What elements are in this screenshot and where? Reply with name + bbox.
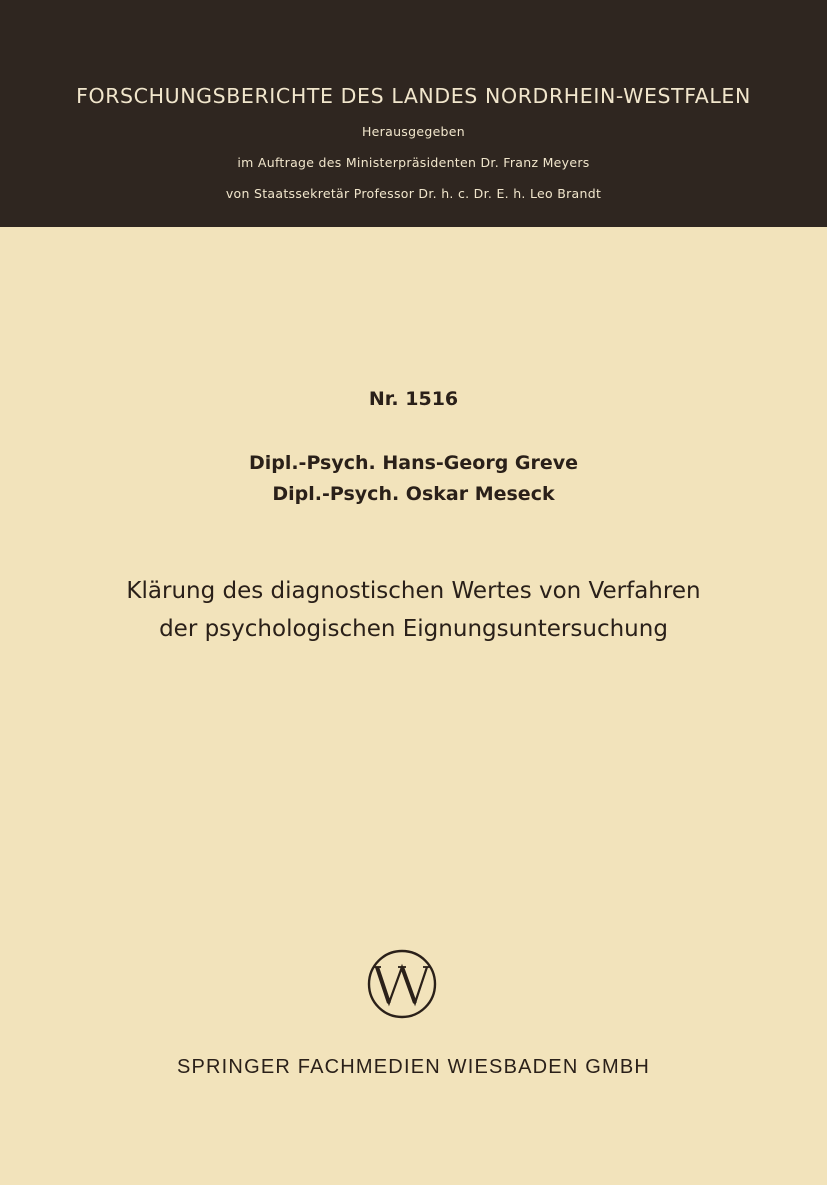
report-number: Nr. 1516 [368,388,459,410]
series-title: FORSCHUNGSBERICHTE DES LANDES NORDRHEIN-WESTFALEN [76,84,751,108]
book-title-line-2: der psychologischen Eignungsuntersuchung [159,616,668,642]
header-band [0,0,827,227]
header-editor-label: Herausgegeben [361,124,466,139]
author-1: Dipl.-Psych. Hans-Georg Greve [248,452,579,474]
publisher-name: SPRINGER FACHMEDIEN WIESBADEN GMBH [176,1056,651,1078]
book-title-line-1: Klärung des diagnostischen Wertes von Verfahren [126,578,701,604]
header-commission-line: im Auftrage des Ministerpräsidenten Dr. Franz Meyers [237,155,590,170]
author-2: Dipl.-Psych. Oskar Meseck [272,483,555,505]
header-editor-name: von Staatssekretär Professor Dr. h. c. Dr. E. h. Leo Brandt [225,186,602,201]
publisher-logo-icon [367,949,437,1019]
